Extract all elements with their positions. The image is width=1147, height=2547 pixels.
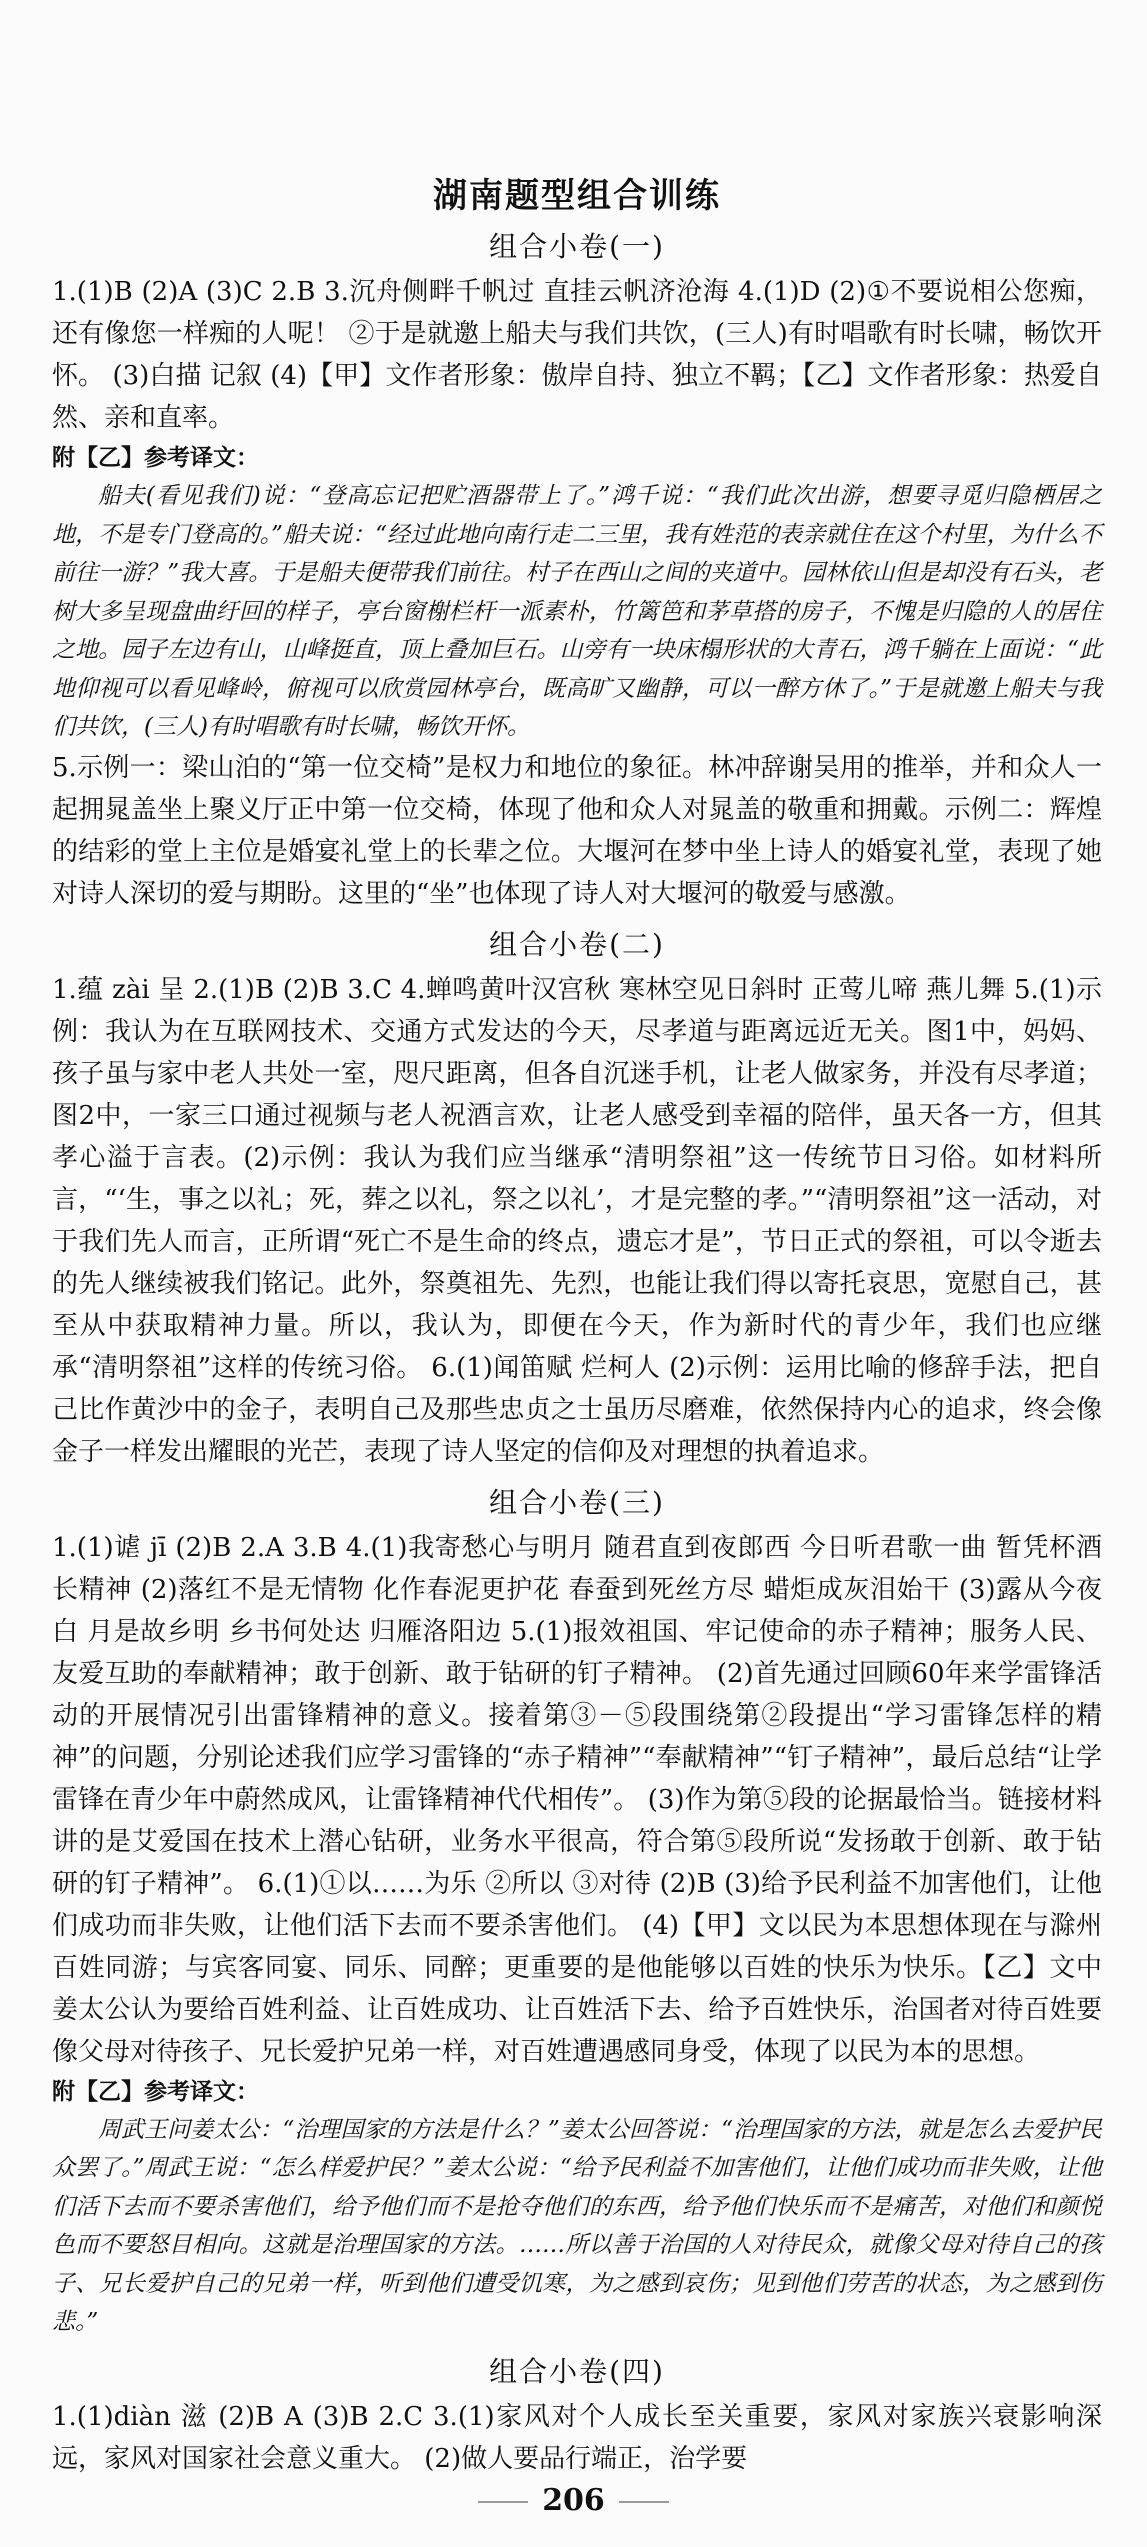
answer-text: 1.(1)谑 jī (2)B 2.A 3.B 4.(1)我寄愁心与明月 随君直到夜郎西 今日听君歌一曲 暂凭杯酒长精神 (2)落红不是无情物 化作春泥更护花 春蚕到死丝方尽 蜡炬成灰泪始干 (3)露从今夜白 月是故乡明 乡书何处达 归雁洛阳边 5.(1)报效祖国、牢记使命的赤子精神；服务人民、友爱互助的奉献精神；敢于创新、敢于钻研的钉子精神。 (2)首先通过回顾60年来学雷锋活动的开展情况引出雷锋精神的意义。接着第③－⑤段围绕第②段提出“学习雷锋怎样的精神”的问题，分别论述我们应学习雷锋的“赤子精神”“奉献精神”“钉子精神”，最后总结“让学雷锋在青少年中蔚然成风，让雷锋精神代代相传”。 (3)作为第⑤段的论据最恰当。链接材料讲的是艾爱国在技术上潜心钻研，业务水平很高，符合第⑤段所说“发扬敢于创新、敢于钻研的钉子精神”。 6.(1)①以……为乐 ②所以 ③对待 (2)B (3)给予民利益不加害他们，让他们成功而非失败，让他们活下去而不要杀害他们。 (4)【甲】文以民为本思想体现在与滁州百姓同游；与宾客同宴、同乐、同醉；更重要的是他能够以百姓的快乐为快乐。【乙】文中姜太公认为要给百姓利益、让百姓成功、让百姓活下去、给予百姓快乐，治国者对待百姓要像父母对待孩子、兄长爱护兄弟一样，对百姓遭遇感同身受，体现了以民为本的思想。 — [52, 1532, 1102, 2067]
section-heading: 组合小卷(三) — [489, 1485, 665, 1519]
section-heading: 组合小卷(二) — [489, 927, 665, 961]
section-heading: 组合小卷(一) — [489, 230, 665, 263]
translation-heading: 附【乙】参考译文： — [52, 2078, 259, 2105]
section-heading: 组合小卷(四) — [489, 2354, 665, 2388]
translation-text: 船夫(看见我们)说：“登高忘记把贮酒器带上了。”鸿千说：“我们此次出游，想要寻觅归隐栖居之地，不是专门登高的。”船夫说：“经过此地向南行走二三里，我有姓范的表亲就住在这个村里，为什么不前往一游？”我大喜。于是船夫便带我们前往。村子在西山之间的夹道中。园林依山但是却没有石头，老树大多呈现盘曲纡回的样子，亭台窗榭栏杆一派素朴，竹篱笆和茅草搭的房子，不愧是归隐的人的居住之地。园子左边有山，山峰挺直，顶上叠加巨石。山旁有一块床榻形状的大青石，鸿千躺在上面说：“此地仰视可以看见峰岭，俯视可以欣赏园林亭台，既高旷又幽静，可以一醉方休了。”于是就邀上船夫与我们共饮，(三人)有时唱歌有时长啸，畅饮开怀。 — [52, 483, 1102, 740]
answer-text-extra: 5.示例一：梁山泊的“第一位交椅”是权力和地位的象征。林冲辞谢吴用的推举，并和众人一起拥晁盖坐上聚义厅正中第一位交椅，体现了他和众人对晁盖的敬重和拥戴。示例二：辉煌的结彩的堂上主位是婚宴礼堂上的长辈之位。大堰河在梦中坐上诗人的婚宴礼堂，表现了她对诗人深切的爱与期盼。这里的“坐”也体现了诗人对大堰河的敬爱与感激。 — [52, 752, 1102, 909]
answer-text: 1.蕴 zài 呈 2.(1)B (2)B 3.C 4.蝉鸣黄叶汉宫秋 寒林空见日斜时 正莺儿啼 燕儿舞 5.(1)示例：我认为在互联网技术、交通方式发达的今天，尽孝道与距离远近无关。图1中，妈妈、孩子虽与家中老人共处一室，咫尺距离，但各自沉迷手机，让老人做家务，并没有尽孝道；图2中，一家三口通过视频与老人祝酒言欢，让老人感受到幸福的陪伴，虽天各一方，但其孝心溢于言表。(2)示例：我认为我们应当继承“清明祭祖”这一传统节日习俗。如材料所言，“‘生，事之以礼；死，葬之以礼，祭之以礼’，才是完整的孝。”“清明祭祖”这一活动，对于我们先人而言，正所谓“死亡不是生命的终点，遗忘才是”，节日正式的祭祖，可以令逝去的先人继续被我们铭记。此外，祭奠祖先、先烈，也能让我们得以寄托哀思，宽慰自己，甚至从中获取精神力量。所以，我认为，即便在今天，作为新时代的青少年，我们也应继承“清明祭祖”这样的传统习俗。 6.(1)闻笛赋 烂柯人 (2)示例：运用比喻的修辞手法，把自己比作黄沙中的金子，表明自己及那些忠贞之士虽历尽磨难，依然保持内心的追求，终会像金子一样发出耀眼的光芒，表现了诗人坚定的信仰及对理想的执着追求。 — [52, 974, 1102, 1467]
page-content — [52, 160, 1102, 2480]
section-1 — [52, 225, 1102, 915]
page-number — [0, 2483, 1147, 2518]
answer-text: 1.(1)B (2)A (3)C 2.B 3.沉舟侧畔千帆过 直挂云帆济沧海 4.(1)D (2)①不要说相公您痴，还有像您一样痴的人呢！ ②于是就邀上船夫与我们共饮，(三人)有时唱歌有时长啸，畅饮开怀。 (3)白描 记叙 (4)【甲】文作者形象：傲岸自持、独立不羁；【乙】文作者形象：热爱自然、亲和直率。 — [52, 277, 1102, 433]
translation-heading: 附【乙】参考译文： — [52, 445, 259, 471]
section-4 — [52, 2350, 1102, 2480]
section-2 — [52, 923, 1102, 1473]
page-title: 湖南题型组合训练 — [433, 176, 721, 216]
answer-text: 1.(1)diàn 滋 (2)B A (3)B 2.C 3.(1)家风对个人成长至关重要，家风对家族兴衰影响深远，家风对国家社会意义重大。 (2)做人要品行端正，治学要 — [52, 2401, 1102, 2474]
page-number-dash-left — [478, 2501, 528, 2503]
page-number-dash-right — [619, 2501, 669, 2503]
translation-text: 周武王问姜太公：“治理国家的方法是什么？”姜太公回答说：“治理国家的方法，就是怎么去爱护民众罢了。”周武王说：“怎么样爱护民？”姜太公说：“给予民利益不加害他们，让他们成功而非失败，让他们活下去而不要杀害他们，给予他们而不是抢夺他们的东西，给予他们快乐而不是痛苦，对他们和颜悦色而不要怒目相向。这就是治理国家的方法。……所以善于治国的人对待民众，就像父母对待自己的孩子、兄长爱护自己的兄弟一样，听到他们遭受饥寒，为之感到哀伤；见到他们劳苦的状态，为之感到伤悲。” — [52, 2116, 1102, 2335]
page-number-value: 206 — [542, 2483, 605, 2518]
section-3 — [52, 1481, 1102, 2342]
